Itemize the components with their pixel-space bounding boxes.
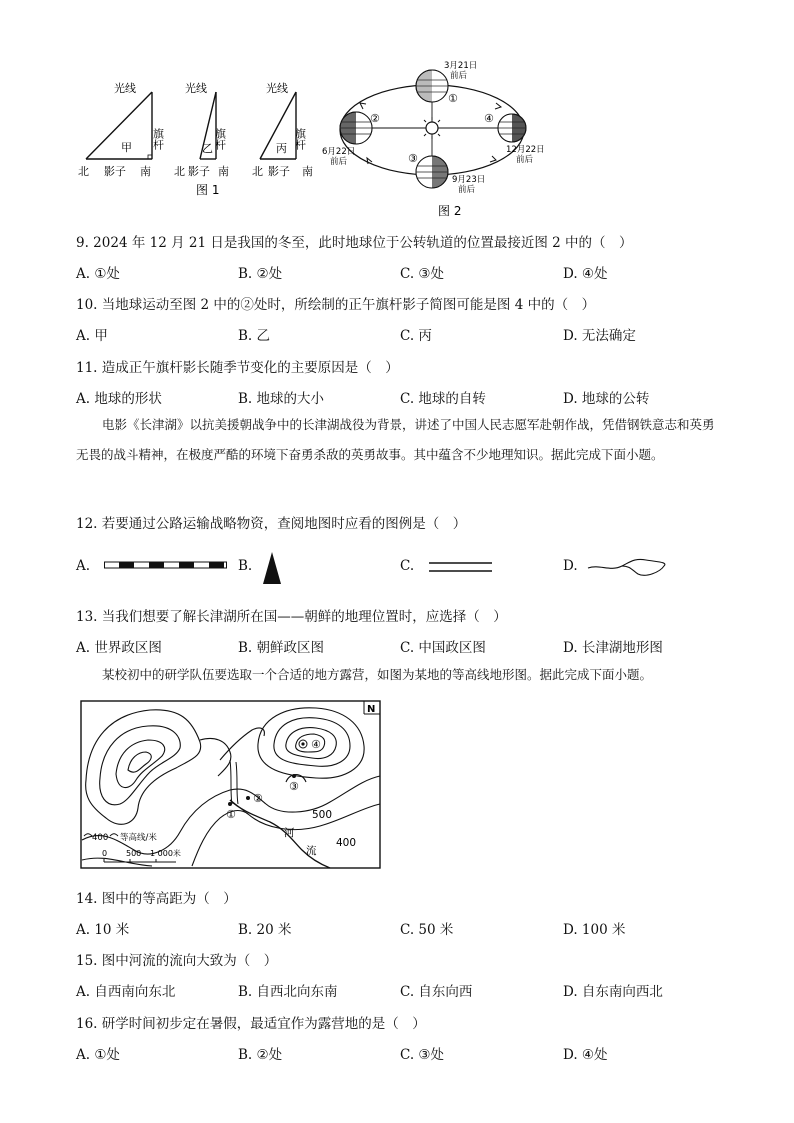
map-point-3: ③ [289, 780, 299, 793]
q12-option-d[interactable]: D. [563, 558, 578, 574]
fig1-north: 北 [78, 165, 89, 178]
fig1-shadow: 影子 [104, 165, 126, 178]
map-point-4: ④ [311, 738, 321, 751]
fig1-south: 南 [218, 165, 229, 178]
q14-option-c[interactable]: C. 50 米 [400, 922, 454, 938]
map-north-label: N [367, 704, 376, 715]
q9-option-d[interactable]: D. ④处 [563, 266, 608, 282]
fig2-date-4: 12月22日 [506, 145, 545, 155]
question-9: 9. 2024 年 12 月 21 日是我国的冬至，此时地球位于公转轨道的位置最接近图 2 中的（ ） [76, 235, 633, 251]
q14-option-a[interactable]: A. 10 米 [76, 922, 130, 938]
q9-option-a[interactable]: A. ①处 [76, 266, 120, 282]
scale-0: 0 [102, 849, 108, 858]
fig2-num-1: ① [448, 92, 458, 105]
point-1-marker [228, 802, 232, 806]
scale-500: 500 [126, 849, 142, 858]
fig1-panel-3 [252, 81, 313, 178]
fig1-shadow: 影子 [188, 165, 210, 178]
q9-option-c[interactable]: C. ③处 [400, 266, 445, 282]
fig1-pole-label: 旗杆 [293, 128, 307, 150]
fig2-num-2: ② [370, 112, 380, 125]
legend-contour-value: 400 [92, 833, 109, 843]
figure-2 [320, 58, 550, 220]
fig1-mark: 乙 [202, 142, 213, 155]
q12-option-a[interactable]: A. [76, 558, 91, 574]
highway-legend-icon [428, 560, 494, 574]
map-point-1: ① [226, 808, 236, 821]
question-13: 13. 当我们想要了解长津湖所在国——朝鲜的地理位置时，应选择（ ） [76, 609, 507, 625]
fig2-date-1: 3月21日 [444, 61, 478, 71]
earth-icon-4 [498, 114, 526, 142]
fig2-sub-4: 前后 [516, 155, 534, 165]
fig1-caption: 图 1 [196, 183, 220, 197]
map-river-label-2: 流 [306, 845, 317, 857]
passage-camping: 某校初中的研学队伍要选取一个合适的地方露营，如图为某地的等高线地形图。据此完成下面小题。 [102, 667, 653, 682]
q16-option-d[interactable]: D. ④处 [563, 1047, 608, 1063]
contour-map [80, 700, 382, 870]
fig2-date-2: 6月22日 [322, 147, 356, 157]
contour-label-400: 400 [336, 837, 357, 849]
q12-option-b[interactable]: B. [238, 558, 253, 574]
fig1-north: 北 [252, 165, 263, 178]
q15-option-b[interactable]: B. 自西北向东南 [238, 984, 338, 1000]
north-arrow-icon [260, 550, 284, 586]
fig1-mark: 丙 [276, 142, 287, 155]
q14-option-d[interactable]: D. 100 米 [563, 922, 626, 938]
fig2-caption: 图 2 [438, 204, 462, 218]
fig2-sub-2: 前后 [330, 157, 348, 167]
q11-option-d[interactable]: D. 地球的公转 [563, 391, 650, 407]
fig1-panel-1 [78, 81, 165, 178]
q9-option-b[interactable]: B. ②处 [238, 266, 283, 282]
fig1-pole-label: 旗杆 [151, 128, 165, 150]
question-11: 11. 造成正午旗杆影长随季节变化的主要原因是（ ） [76, 360, 399, 376]
fig1-pole-label: 旗杆 [213, 128, 227, 150]
q10-option-d[interactable]: D. 无法确定 [563, 328, 636, 344]
q11-option-a[interactable]: A. 地球的形状 [76, 391, 162, 407]
fig1-shadow: 影子 [268, 165, 290, 178]
earth-icon-2 [340, 112, 372, 144]
q15-option-a[interactable]: A. 自西南向东北 [76, 984, 176, 1000]
question-12: 12. 若要通过公路运输战略物资，查阅地图时应看的图例是（ ） [76, 516, 467, 532]
q10-option-c[interactable]: C. 丙 [400, 328, 432, 344]
q15-option-d[interactable]: D. 自东南向西北 [563, 984, 663, 1000]
point-2-marker [246, 796, 250, 800]
fig1-north: 北 [174, 165, 185, 178]
q13-option-b[interactable]: B. 朝鲜政区图 [238, 640, 325, 656]
railway-legend-icon [104, 561, 228, 571]
q16-option-c[interactable]: C. ③处 [400, 1047, 445, 1063]
question-14: 14. 图中的等高距为（ ） [76, 891, 237, 907]
fig2-sub-3: 前后 [458, 185, 476, 195]
question-15: 15. 图中河流的流向大致为（ ） [76, 953, 278, 969]
fig1-panel-2 [174, 81, 229, 178]
q15-option-c[interactable]: C. 自东向西 [400, 984, 473, 1000]
passage-changjin-lake: 电影《长津湖》以抗美援朝战争中的长津湖战役为背景，讲述了中国人民志愿军赴朝作战，凭借钢铁意志和英勇无畏的战斗精神，在极度严酷的环境下奋勇杀敌的英勇故事。其中蕴含不少地理知识。据此完成下面小题。 [76, 417, 715, 462]
earth-icon-3 [416, 156, 448, 188]
river-legend-icon [586, 552, 672, 582]
q14-option-b[interactable]: B. 20 米 [238, 922, 292, 938]
q13-option-d[interactable]: D. 长津湖地形图 [563, 640, 663, 656]
q16-option-a[interactable]: A. ①处 [76, 1047, 120, 1063]
contour-label-500: 500 [312, 809, 333, 821]
q13-option-a[interactable]: A. 世界政区图 [76, 640, 162, 656]
fig1-south: 南 [302, 165, 313, 178]
fig2-sub-1: 前后 [450, 71, 468, 81]
q13-option-c[interactable]: C. 中国政区图 [400, 640, 486, 656]
map-point-2: ② [253, 792, 263, 805]
q16-option-b[interactable]: B. ②处 [238, 1047, 283, 1063]
fig1-south: 南 [140, 165, 151, 178]
q11-option-c[interactable]: C. 地球的自转 [400, 391, 486, 407]
q12-option-c[interactable]: C. [400, 558, 415, 574]
question-10: 10. 当地球运动至图 2 中的②处时，所绘制的正午旗杆影子简图可能是图 4 中的（ ） [76, 297, 596, 313]
point-3-marker [292, 774, 296, 778]
scale-1000: 1 000米 [150, 849, 181, 858]
question-16: 16. 研学时间初步定在暑假，最适宜作为露营地的是（ ） [76, 1016, 426, 1032]
q10-option-b[interactable]: B. 乙 [238, 328, 271, 344]
fig2-num-3: ③ [408, 152, 418, 165]
earth-icon-1 [416, 70, 448, 102]
fig1-mark: 甲 [121, 141, 132, 154]
legend-contour-text: 等高线/米 [120, 833, 157, 843]
q10-option-a[interactable]: A. 甲 [76, 328, 108, 344]
fig2-num-4: ④ [484, 112, 494, 125]
fig2-date-3: 9月23日 [452, 175, 486, 185]
figure-1 [70, 78, 330, 198]
q11-option-b[interactable]: B. 地球的大小 [238, 391, 325, 407]
fig1-light-label: 光线 [266, 82, 288, 95]
fig1-light-label: 光线 [185, 82, 207, 95]
fig1-light-label: 光线 [114, 82, 136, 95]
map-river-label-1: 河 [284, 827, 295, 839]
